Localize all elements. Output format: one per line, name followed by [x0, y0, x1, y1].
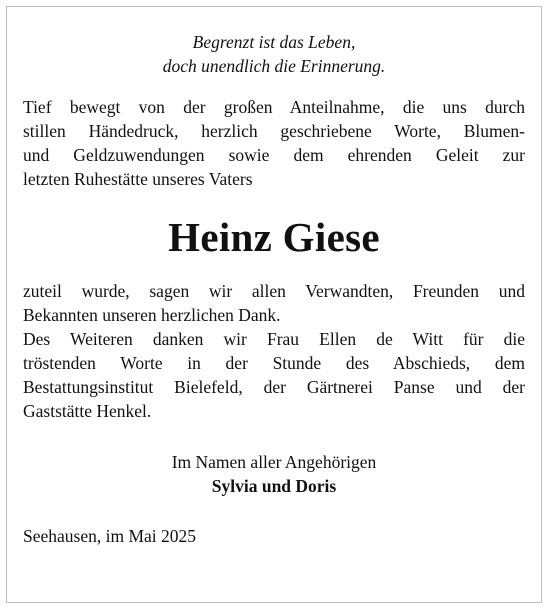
- further-thanks-line: Bestattungsinstitut Bielefeld, der Gärtnerei Panse und der: [23, 377, 525, 397]
- intro-paragraph: [23, 95, 525, 191]
- intro-line: Tief bewegt von der großen Anteilnahme, die uns durch: [23, 97, 525, 117]
- signature-block: [23, 450, 525, 498]
- place-and-date: Seehausen, im Mai 2025: [23, 526, 197, 546]
- thanks-paragraph: [23, 279, 525, 327]
- further-thanks-line: Des Weiteren danken wir Frau Ellen de Witt für die: [23, 329, 525, 349]
- motto: [23, 30, 525, 78]
- signatory-names: Sylvia und Doris: [211, 476, 337, 496]
- intro-line: letzten Ruhestätte unseres Vaters: [23, 169, 253, 189]
- intro-line: stillen Händedruck, herzlich geschriebene Worte, Blumen-: [23, 121, 525, 141]
- motto-line-1: Begrenzt ist das Leben,: [192, 32, 356, 52]
- thanks-line: zuteil wurde, sagen wir allen Verwandten, Freunden und: [23, 281, 525, 301]
- deceased-name: Heinz Giese: [168, 214, 380, 260]
- obituary-thank-you-notice: [23, 30, 525, 548]
- thanks-line: Bekannten unseren herzlichen Dank.: [23, 305, 281, 325]
- motto-line-2: doch unendlich die Erinnerung.: [162, 56, 386, 76]
- further-thanks-line: Gaststätte Henkel.: [23, 401, 152, 421]
- intro-line: und Geldzuwendungen sowie dem ehrenden Geleit zur: [23, 145, 525, 165]
- further-thanks-paragraph: [23, 327, 525, 423]
- further-thanks-line: tröstenden Worte in der Stunde des Abschieds, dem: [23, 353, 525, 373]
- on-behalf-line: Im Namen aller Angehörigen: [171, 452, 377, 472]
